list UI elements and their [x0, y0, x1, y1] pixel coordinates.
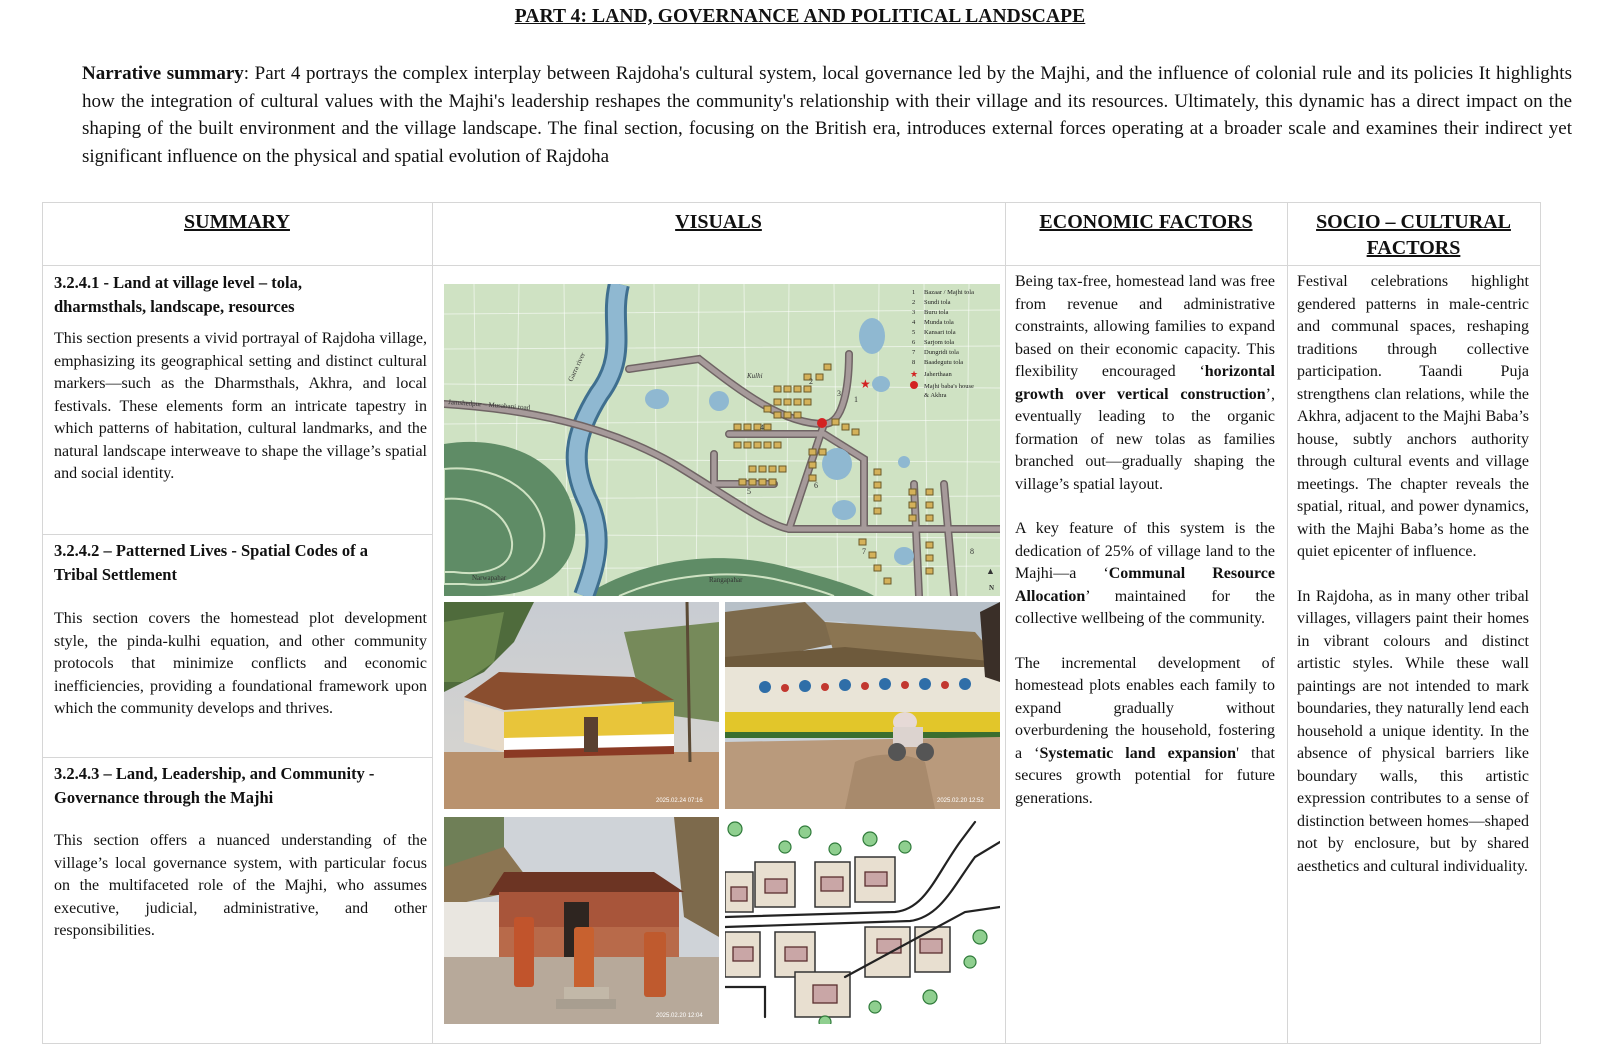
map-legend-num-1: 1	[912, 289, 916, 296]
map-legend-label-5: Kansari tola	[924, 329, 956, 336]
section-heading-3241-line1: 3.2.4.1 - Land at village level – tola,	[54, 273, 302, 292]
section-heading-3242-line2: Tribal Settlement	[54, 565, 177, 584]
map-legend-label-6: Sarjom tola	[924, 339, 955, 346]
table-border-right	[1540, 202, 1541, 1044]
section-heading-3241	[54, 271, 424, 319]
svg-text:★: ★	[910, 370, 919, 380]
narrative-text: : Part 4 portrays the complex interplay between Rajdoha's cultural system, local governance led by the Majhi, and the influence of colonial rule and its policies It highlights how the integration of cultural values with the Majhi's leadership reshapes the community's relationship with their village and its resources. Ultimately, this dynamic has a direct impact on the shaping of the built environment and the village landscape. The final section, focusing on the British era, introduces external forces operating at a broader scale and examines their indirect yet significant influence on the physical and spatial evolution of Rajdoha	[82, 63, 1572, 167]
map-legend-num-5: 5	[912, 329, 916, 336]
summary-divider-2	[42, 757, 433, 758]
map-legend-num-8: 8	[912, 359, 916, 366]
photo-1-timestamp: 2025.02.24 07:16	[656, 798, 703, 804]
map-road-label: Jamshedpur – Musabani road	[447, 398, 531, 412]
photo-courtyard	[444, 817, 719, 1024]
economic-paragraph-2	[1015, 518, 1275, 631]
col-header-summary: SUMMARY	[184, 211, 290, 233]
section-body-3241: This section presents a vivid portrayal of Rajdoha village, emphasizing its geographical setting and distinct cultural markers—such as the Dharmsthals, Akhra, and local festivals. These elements form an intricate tapestry in which patterns of habitation, cultural landmarks, and the natural landscape interweave to shape the village’s spatial and social identity.	[54, 330, 427, 482]
svg-text:▲: ▲	[986, 566, 995, 576]
svg-text:8: 8	[970, 547, 974, 556]
svg-text:7: 7	[862, 547, 866, 556]
economic-p1-text-a: Being tax-free, homestead land was free from revenue and administrative constraints, allowing families to expand based on their economic capacity. This flexibility encouraged ‘	[1015, 273, 1275, 380]
economic-p2-text-a: A key feature of this system is the dedication of 25% of village land to the Majhi—a ‘	[1015, 520, 1275, 582]
economic-paragraph-3	[1015, 653, 1275, 811]
economic-paragraph-1	[1015, 271, 1275, 496]
col-header-socio-line2: FACTORS	[1366, 237, 1461, 259]
economic-p2-emphasis: Communal Resource Allocation	[1015, 565, 1275, 605]
map-legend-num-3: 3	[912, 309, 916, 316]
section-heading-3242	[54, 539, 424, 587]
photo-painted-street	[725, 602, 1000, 809]
map-north-label: N	[989, 584, 995, 592]
table-divider-1	[432, 202, 433, 1044]
economic-p1-text-b: ’, eventually leading to the organic formation of new tolas as families branched out—gradually shaping the village’s spatial layout.	[1015, 385, 1275, 493]
economic-p1-emphasis: horizontal growth over vertical construction	[1015, 363, 1275, 403]
photo-2-timestamp: 2025.02.20 12:52	[937, 798, 984, 804]
col-header-socio-line1: SOCIO – CULTURAL	[1316, 211, 1511, 233]
section-heading-3243-line2: Governance through the Majhi	[54, 788, 274, 807]
economic-p3-emphasis: Systematic land expansion	[1039, 744, 1237, 762]
narrative-summary	[82, 60, 1572, 170]
map-legend-majhi-2: & Akhra	[924, 392, 947, 399]
col-header-socio	[1287, 209, 1540, 261]
socio-cultural-text	[1297, 271, 1529, 900]
map-legend-jaherthaan: Jaherthaan	[924, 371, 952, 378]
section-heading-3242-line1: 3.2.4.2 – Patterned Lives - Spatial Codes of a	[54, 541, 368, 560]
map-legend-label-8: Baadegutu tola	[924, 359, 964, 366]
map-legend-num-4: 4	[912, 319, 916, 326]
svg-text:1: 1	[854, 395, 858, 404]
economic-factors-text	[1015, 271, 1275, 832]
economic-p2-text-b: ’ maintained for the collective wellbeing of the community.	[1015, 587, 1275, 627]
map-rangapahar-label: Rangapahar	[709, 576, 743, 584]
narrative-label: Narrative summary	[82, 63, 244, 84]
svg-text:6: 6	[814, 481, 818, 490]
map-legend-num-6: 6	[912, 339, 916, 346]
map-legend-num-2: 2	[912, 299, 916, 306]
map-legend-num-7: 7	[912, 349, 916, 356]
col-header-visuals: VISUALS	[675, 211, 762, 233]
map-legend-majhi-1: Majhi baba's house	[924, 383, 974, 390]
header-divider	[42, 265, 1541, 266]
economic-p3-text-a: The incremental development of homestead plots enables each family to expand gradually without overburdening the household, fostering a ‘	[1015, 654, 1275, 762]
socio-paragraph-2: In Rajdoha, as in many other tribal villages, villagers paint their homes in vibrant colours and distinct artistic styles. While these wall paintings are not intended to mark boundaries, they naturally lend each household a unique identity. In the absence of physical barriers like boundary walls, this artistic expression contributes to a sense of distinction between homes—shaped not by enclosure, but by shared aesthetics and cultural individuality.	[1297, 587, 1529, 875]
photo-yellow-house	[444, 602, 719, 809]
village-map	[444, 284, 1000, 596]
socio-paragraph-1: Festival celebrations highlight gendered patterns in male-centric and communal spaces, reshaping traditions through collective participation. Taandi Puja strengthens clan relations, while the Akhra, adjacent to the Majhi Baba’s house, subtly anchors authority through cultural events and village meetings. The chapter reveals the spatial, ritual, and power dynamics, with the Majhi Baba’s home as the quiet epicenter of influence.	[1297, 273, 1529, 560]
svg-text:2: 2	[809, 377, 813, 386]
col-header-economic: ECONOMIC FACTORS	[1039, 211, 1253, 233]
page-title: PART 4: LAND, GOVERNANCE AND POLITICAL LANDSCAPE	[514, 6, 1086, 27]
sketch-site-plan	[725, 817, 1000, 1024]
map-legend-label-7: Dungridi tola	[924, 349, 959, 356]
section-body-3243: This section offers a nuanced understanding of the village’s local governance system, with particular focus on the multifaceted role of the Majhi, who assumes executive, judicial, administrative, and other responsibilities.	[54, 832, 427, 939]
table-divider-2	[1005, 202, 1006, 1044]
svg-text:5: 5	[747, 487, 751, 496]
map-narwapahar-label: Narwapahar	[472, 574, 507, 582]
section-body-3242: This section covers the homestead plot development style, the pinda-kulhi equation, and other community protocols that minimize conflicts and economic inefficiencies, providing a foundational framework upon which the community develops and thrives.	[54, 610, 427, 717]
svg-text:★: ★	[860, 377, 871, 391]
map-legend-label-2: Sundi tola	[924, 299, 951, 306]
svg-text:3: 3	[837, 389, 841, 398]
map-river-label: Garra river	[566, 351, 587, 383]
economic-p3-text-b: ' that secures growth potential for future generations.	[1015, 744, 1275, 807]
photo-3-timestamp: 2025.02.20 12:04	[656, 1013, 703, 1019]
map-legend-label-4: Munda tola	[924, 319, 954, 326]
section-heading-3243-line1: 3.2.4.3 – Land, Leadership, and Community -	[54, 764, 375, 783]
map-kulhi-label: Kulhi	[747, 372, 763, 380]
table-border-left	[42, 202, 43, 1044]
svg-text:4: 4	[760, 423, 764, 432]
map-legend-label-3: Buru tola	[924, 309, 949, 316]
section-heading-3241-line2: dharmsthals, landscape, resources	[54, 297, 295, 316]
map-legend-label-1: Bazaar / Majhi tola	[924, 289, 974, 296]
summary-divider-1	[42, 534, 433, 535]
table-divider-3	[1287, 202, 1288, 1044]
section-heading-3243	[54, 762, 424, 810]
